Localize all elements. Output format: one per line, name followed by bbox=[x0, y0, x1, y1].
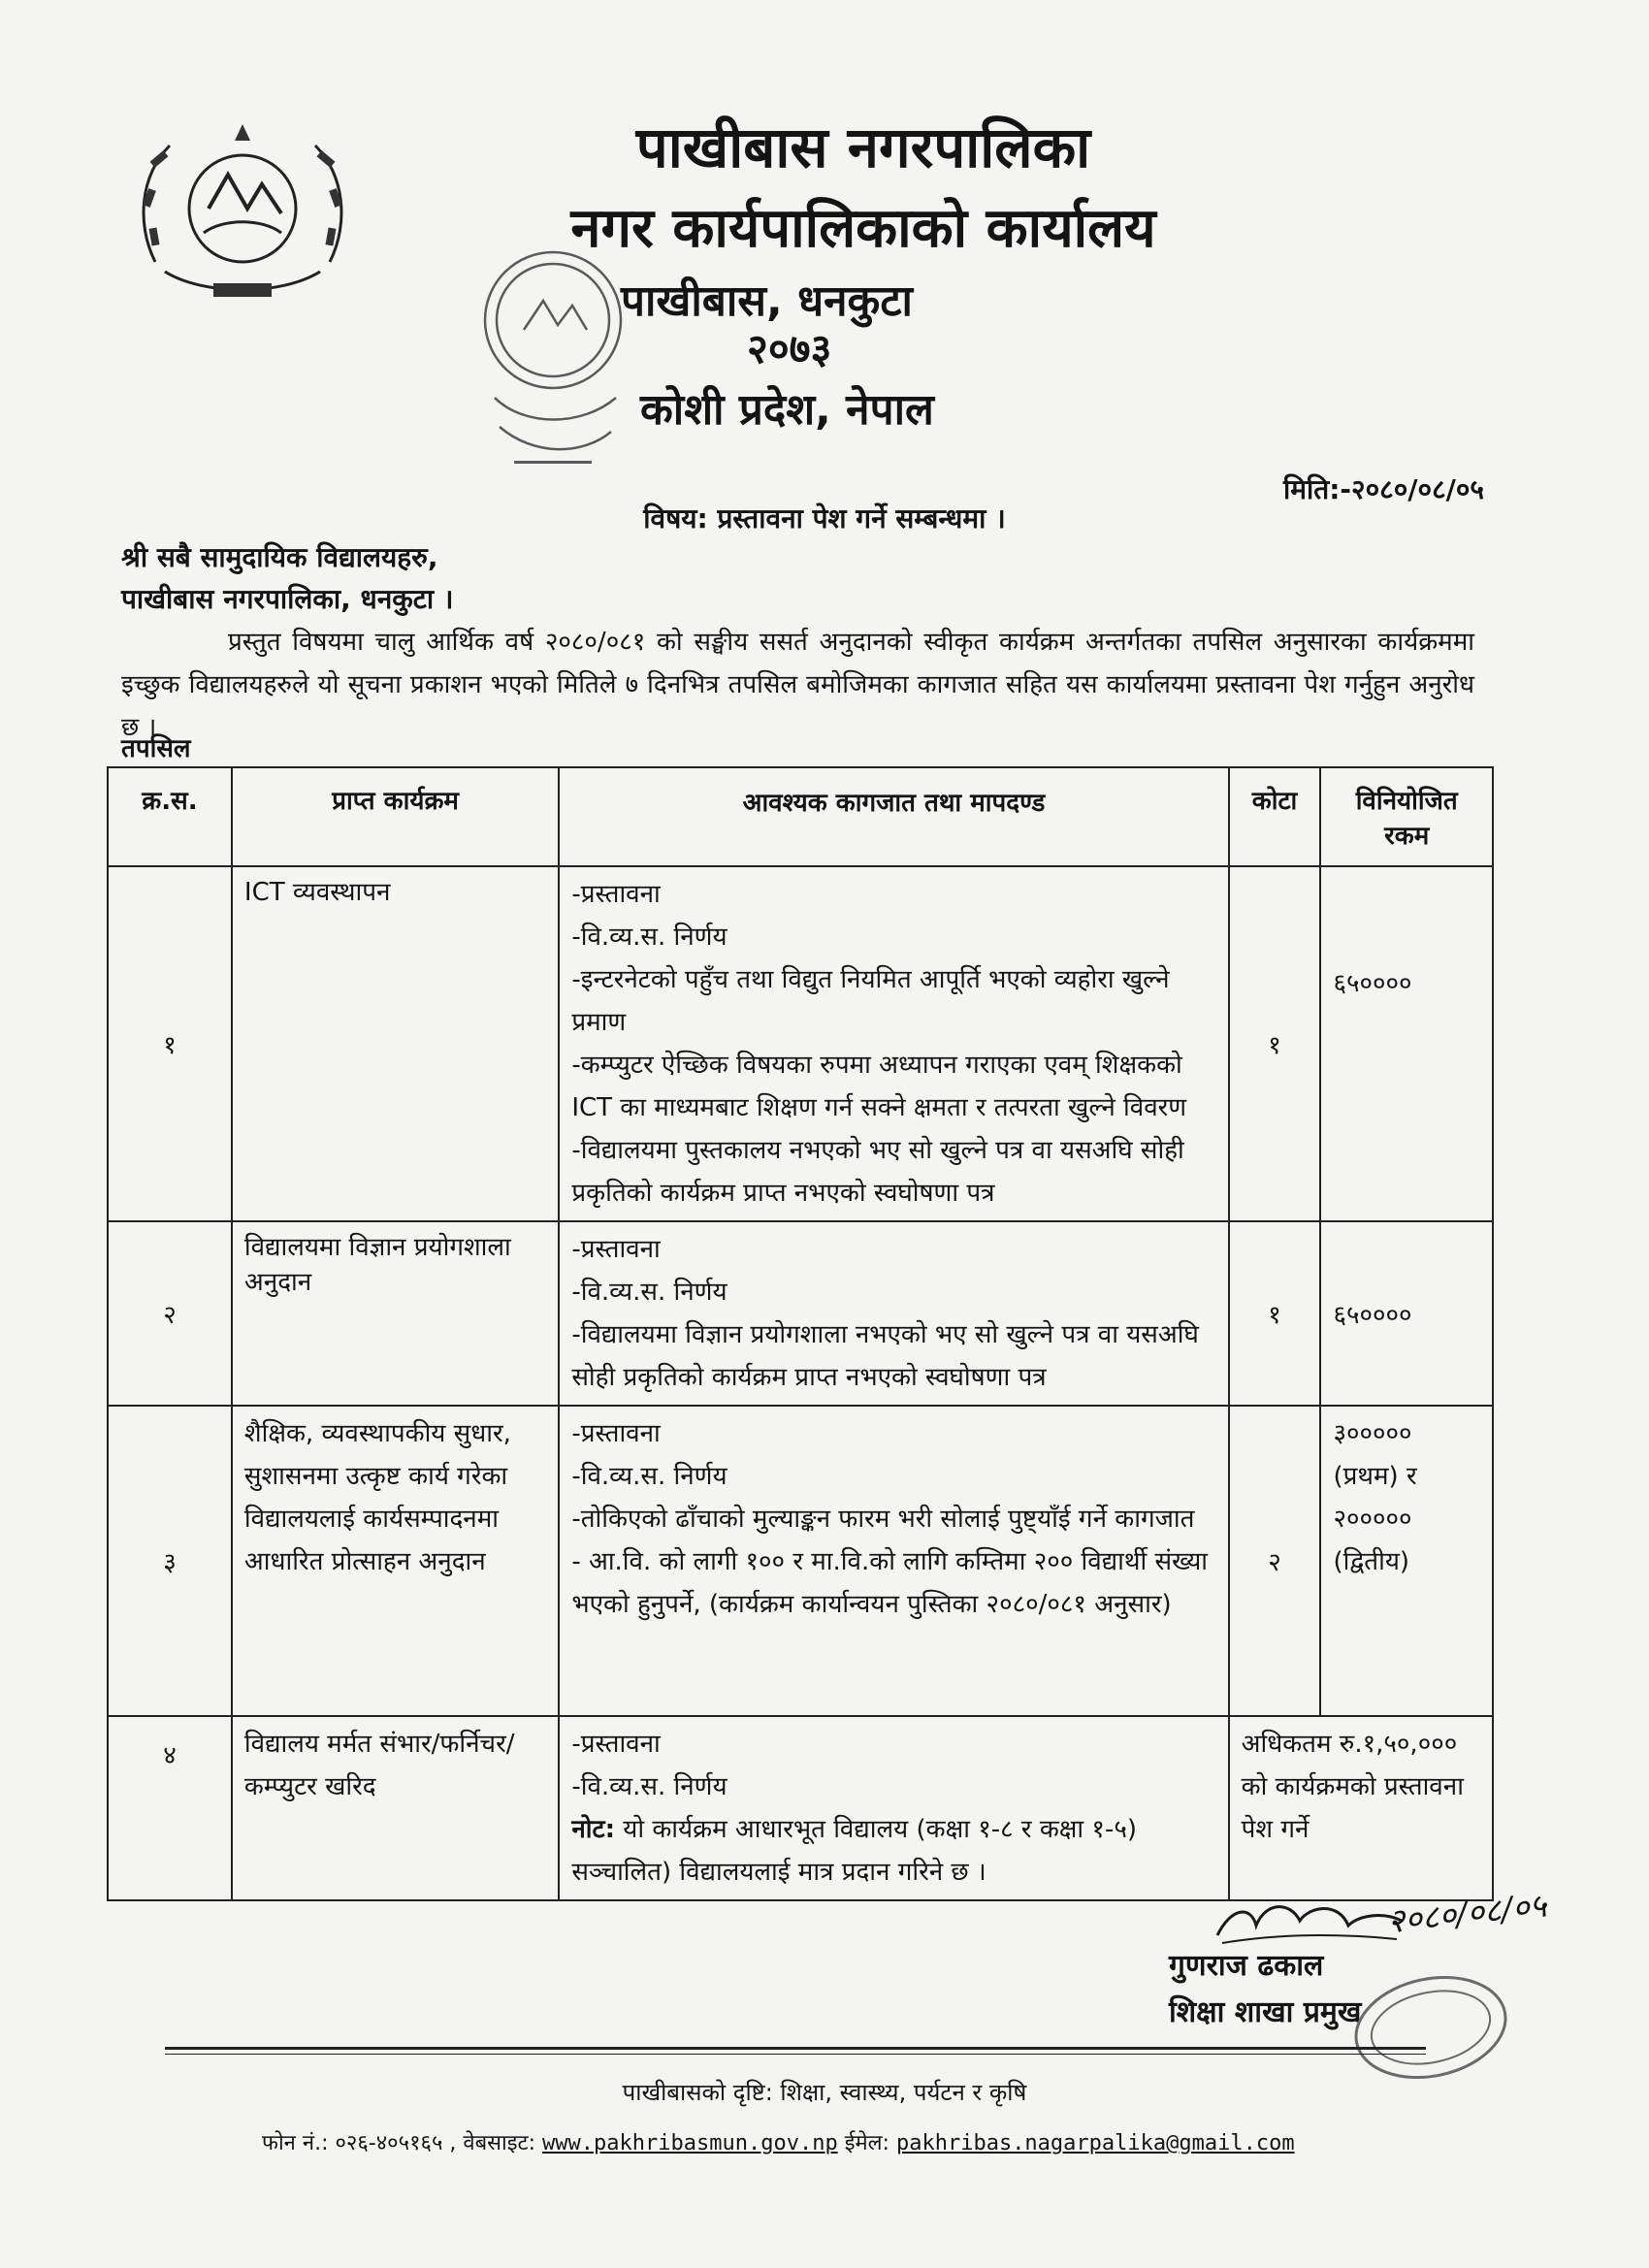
signatory-name: गुणराज ढकाल bbox=[1169, 1949, 1324, 1983]
org-address: पाखीबास, धनकुटा bbox=[621, 276, 913, 326]
doc-item: -प्रस्तावना bbox=[571, 1730, 661, 1759]
row-documents bbox=[559, 866, 1228, 1221]
row-program: विद्यालयमा विज्ञान प्रयोगशाला अनुदान bbox=[232, 1221, 559, 1406]
section-stamp bbox=[1348, 1969, 1513, 2086]
table-header-row bbox=[108, 767, 1493, 866]
footer-divider-thin bbox=[165, 2054, 1426, 2055]
programs-table bbox=[107, 766, 1494, 1901]
office-name: नगर कार्यपालिकाको कार्यालय bbox=[570, 197, 1156, 260]
footer-contact bbox=[262, 2127, 1295, 2156]
doc-item: -कम्प्युटर ऐच्छिक विषयका रुपमा अध्यापन गराएका एवम् शिक्षकको ICT का माध्यमबाट शिक्षण गर्न सक्ने क्षमता र तत्परता खुल्ने विवरण bbox=[571, 1051, 1187, 1122]
doc-item: - आ.वि. को लागी १०० र मा.वि.को लागि कम्तिमा २०० विद्यार्थी संख्या भएको हुनुपर्ने, (कार्यक्रम कार्यान्वयन पुस्तिका २०८०/०८१ अनुसार) bbox=[571, 1547, 1209, 1619]
row-quota: १ bbox=[1229, 866, 1321, 1221]
recipient-line-2: पाखीबास नगरपालिका, धनकुटा । bbox=[121, 583, 454, 615]
col-header-amount: विनियोजित रकम bbox=[1320, 767, 1493, 866]
row-sn: २ bbox=[108, 1221, 232, 1406]
email-label: ईमेल: bbox=[844, 2131, 889, 2155]
table-row bbox=[108, 1716, 1493, 1900]
org-name: पाखीबास नगरपालिका bbox=[635, 114, 1091, 180]
org-year: २०७३ bbox=[747, 325, 832, 373]
row-sn: ३ bbox=[108, 1406, 232, 1716]
note-text: यो कार्यक्रम आधारभूत विद्यालय (कक्षा १-८ र कक्षा १-५) सञ्चालित) विद्यालयलाई मात्र प्रदान गरिने छ । bbox=[571, 1815, 1137, 1887]
website-link[interactable]: www.pakhribasmun.gov.np bbox=[542, 2131, 838, 2155]
tapasil-label: तपसिल bbox=[121, 734, 191, 763]
email-link[interactable]: pakhribas.nagarpalika@gmail.com bbox=[895, 2131, 1295, 2155]
signatory-title: शिक्षा शाखा प्रमुख bbox=[1169, 1995, 1362, 2029]
phone-number: ०२६-४०५१६५ bbox=[335, 2131, 443, 2155]
row-program: ICT व्यवस्थापन bbox=[232, 866, 559, 1221]
doc-item: -इन्टरनेटको पहुँच तथा विद्युत नियमित आपूर्ति भएको व्यहोरा खुल्ने प्रमाण bbox=[571, 965, 1170, 1037]
doc-item: -वि.व्य.स. निर्णय bbox=[571, 1462, 728, 1491]
letter-body: प्रस्तुत विषयमा चालु आर्थिक वर्ष २०८०/०८१ को सङ्घीय ससर्त अनुदानको स्वीकृत कार्यक्रम अन्तर्गतका तपसिल अनुसारका कार्यक्रममा इच्छुक विद्यालयहरुले यो सूचना प्रकाशन भएको मितिले ७ दिनभित्र तपसिल बमोजिमका कागजात सहित यस कार्यालयमा प्रस्तावना पेश गर्नुहुन अनुरोध छ । bbox=[121, 628, 1474, 742]
row-amount: ६५०००० bbox=[1320, 1221, 1493, 1406]
doc-item: -प्रस्तावना bbox=[571, 1235, 661, 1264]
handwritten-signature bbox=[1212, 1896, 1406, 1950]
doc-item: -प्रस्तावना bbox=[571, 1419, 661, 1448]
doc-item: -वि.व्य.स. निर्णय bbox=[571, 1278, 728, 1307]
doc-item: -वि.व्य.स. निर्णय bbox=[571, 1772, 728, 1801]
row-quota: १ bbox=[1229, 1221, 1321, 1406]
doc-item: -विद्यालयमा विज्ञान प्रयोगशाला नभएको भए सो खुल्ने पत्र वा यसअघि सोही प्रकृतिको कार्यक्रम प्राप्त नभएको स्वघोषणा पत्र bbox=[571, 1320, 1199, 1392]
row-amount: ३००००० (प्रथम) र २००००० (द्वितीय) bbox=[1320, 1406, 1493, 1716]
row-sn: १ bbox=[108, 866, 232, 1221]
row-sn: ४ bbox=[108, 1716, 232, 1900]
website-label: , वेबसाइट: bbox=[449, 2131, 536, 2155]
signature-date: २०८०/०८/०५ bbox=[1385, 1886, 1549, 1942]
letter-subject: विषय: प्रस्तावना पेश गर्ने सम्बन्धमा । bbox=[643, 502, 1006, 535]
doc-note bbox=[571, 1808, 1215, 1894]
row-documents bbox=[559, 1716, 1228, 1900]
row-program: विद्यालय मर्मत संभार/फर्निचर/कम्प्युटर खरिद bbox=[232, 1716, 559, 1900]
col-header-quota: कोटा bbox=[1229, 767, 1321, 866]
row-quota: २ bbox=[1229, 1406, 1321, 1716]
row-program: शैक्षिक, व्यवस्थापकीय सुधार, सुशासनमा उत्कृष्ट कार्य गरेका विद्यालयलाई कार्यसम्पादनमा आधारित प्रोत्साहन अनुदान bbox=[232, 1406, 559, 1716]
org-province: कोशी प्रदेश, नेपाल bbox=[640, 385, 934, 435]
table-row bbox=[108, 866, 1493, 1221]
row-amount: ६५०००० bbox=[1320, 866, 1493, 1221]
doc-item: -विद्यालयमा पुस्तकालय नभएको भए सो खुल्ने पत्र वा यसअघि सोही प्रकृतिको कार्यक्रम प्राप्त नभएको स्वघोषणा पत्र bbox=[571, 1136, 1184, 1208]
table-row bbox=[108, 1221, 1493, 1406]
letter-date: मिति:-२०८०/०८/०५ bbox=[1283, 473, 1484, 505]
col-header-program: प्राप्त कार्यक्रम bbox=[232, 767, 559, 866]
footer-motto: पाखीबासको दृष्टि: शिक्षा, स्वास्थ्य, पर्यटन र कृषि bbox=[622, 2079, 1027, 2106]
note-label: नोट: bbox=[571, 1815, 615, 1844]
footer-divider bbox=[165, 2047, 1426, 2050]
col-header-documents: आवश्यक कागजात तथा मापदण्ड bbox=[559, 767, 1228, 866]
doc-item: -वि.व्य.स. निर्णय bbox=[571, 923, 728, 952]
doc-item: -प्रस्तावना bbox=[571, 880, 661, 909]
doc-item: -तोकिएको ढाँचाको मुल्याङ्कन फारम भरी सोलाई पुष्ट्याँई गर्ने कागजात bbox=[571, 1505, 1195, 1534]
table-row bbox=[108, 1406, 1493, 1716]
recipient-line-1: श्री सबै सामुदायिक विद्यालयहरु, bbox=[121, 541, 438, 573]
col-header-sn: क्र.स. bbox=[108, 767, 232, 866]
row-documents bbox=[559, 1221, 1228, 1406]
row-quota-amount: अधिकतम रु.१,५०,००० को कार्यक्रमको प्रस्तावना पेश गर्ने bbox=[1229, 1716, 1493, 1900]
row-documents bbox=[559, 1406, 1228, 1716]
phone-label: फोन नं.: bbox=[262, 2131, 329, 2155]
